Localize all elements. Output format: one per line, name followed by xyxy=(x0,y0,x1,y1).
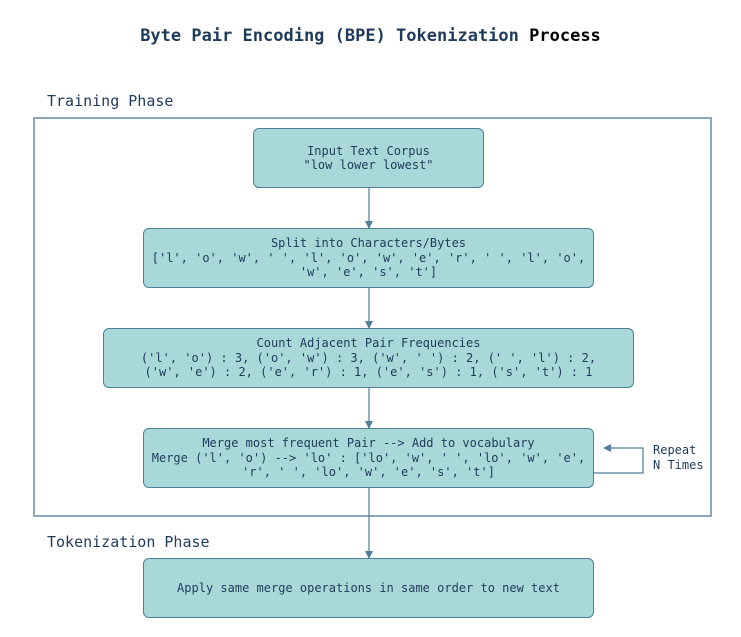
count-node-line-2: ('w', 'e') : 2, ('e', 'r') : 1, ('e', 's') : 1, ('s', 't') : 1 xyxy=(144,365,593,380)
title-main: Byte Pair Encoding (BPE) Tokenization xyxy=(140,26,519,46)
repeat-n-times-label xyxy=(653,443,704,473)
split-characters-node xyxy=(143,228,594,288)
count-node-title: Count Adjacent Pair Frequencies xyxy=(256,336,481,351)
split-node-line-1: ['l', 'o', 'w', ' ', 'l', 'o', 'w', 'e', 'r', ' ', 'l', 'o', xyxy=(151,250,586,265)
count-node-line-1: ('l', 'o') : 3, ('o', 'w') : 3, ('w', ' ') : 2, (' ', 'l') : 2, xyxy=(140,350,597,365)
input-text-corpus-node xyxy=(253,128,484,188)
training-phase-label: Training Phase xyxy=(47,92,174,110)
merge-node-line-2: 'r', ' ', 'lo', 'w', 'e', 's', 't'] xyxy=(242,465,495,480)
merge-pair-node xyxy=(143,428,594,488)
merge-node-line-1: Merge ('l', 'o') --> 'lo' : ['lo', 'w', ' ', 'lo', 'w', 'e', xyxy=(151,450,586,465)
repeat-loop-arrow xyxy=(594,448,643,473)
split-node-line-2: 'w', 'e', 's', 't'] xyxy=(299,265,438,280)
tokenization-phase-label: Tokenization Phase xyxy=(47,533,210,551)
apply-node-text: Apply same merge operations in same order to new text xyxy=(177,580,560,595)
input-node-text: "low lower lowest" xyxy=(303,158,434,172)
title-last-word: Process xyxy=(529,26,601,46)
apply-merges-node xyxy=(143,558,594,618)
input-node-title: Input Text Corpus xyxy=(307,143,430,158)
split-node-title: Split into Characters/Bytes xyxy=(270,236,467,251)
repeat-label-line-1: Repeat xyxy=(653,443,697,457)
count-pairs-node xyxy=(103,328,634,388)
merge-node-title: Merge most frequent Pair --> Add to vocabulary xyxy=(202,436,535,451)
repeat-label-line-2: N Times xyxy=(653,458,704,472)
